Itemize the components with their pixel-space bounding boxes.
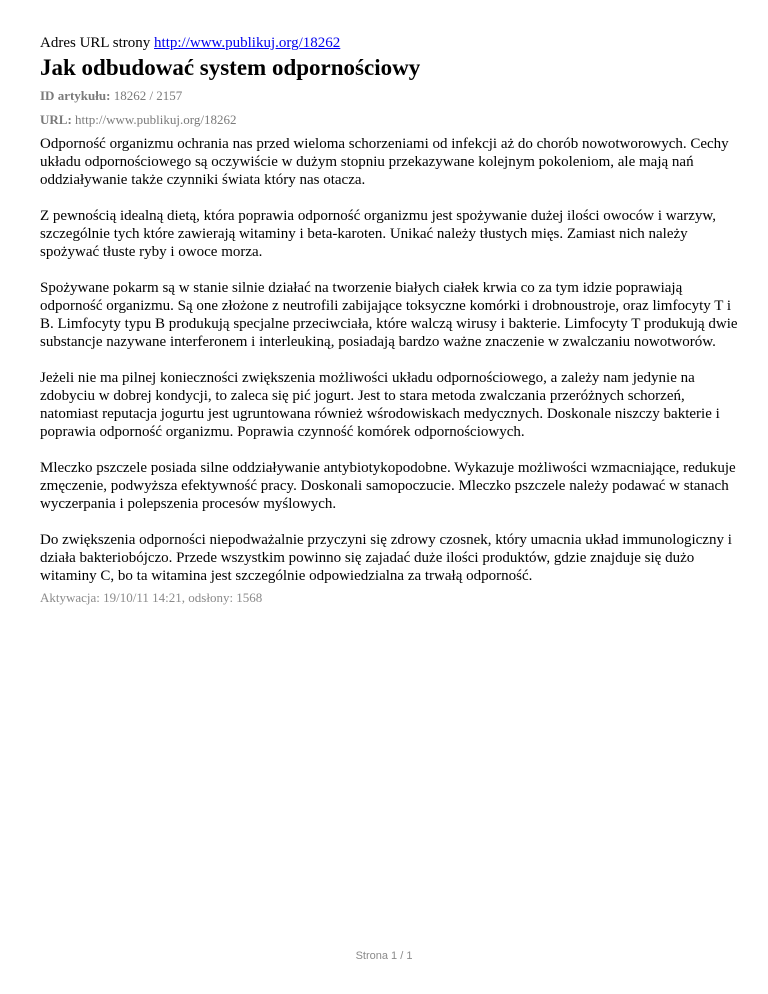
article-paragraph: Jeżeli nie ma pilnej konieczności zwiększenia możliwości układu odpornościowego, a zależy nam jedynie na zdobyciu w dobrej kondycji, to zaleca się pić jogurt. Jest to stara metoda zwalczania przeróżnych schorzeń, natomiast reputacja jogurtu jest ugruntowana również wśrodowiskach medycznych. Doskonale niszczy bakterie i poprawia odporność organizmu. Poprawia czynność komórek odpornościowych.	[40, 370, 720, 440]
article-url-label: URL:	[40, 112, 72, 127]
article-url	[40, 112, 740, 128]
article-url-value: http://www.publikuj.org/18262	[75, 112, 237, 127]
article-id-label: ID artykułu:	[40, 88, 111, 103]
article-paragraph: Spożywane pokarm są w stanie silnie działać na tworzenie białych ciałek krwia co za tym idzie poprawiają odporność organizmu. Są one złożone z neutrofili zabijające toksyczne komórki i drobnoustroje, oraz limfocyty T i B. Limfocyty typu B produkują specjalne przeciwciała, które walczą wirusy i bakterie. Limfocyty T produkują dwie substancje nazywane interferonem i interleukiną, posiadają bardzo ważne znaczenie w zwalczaniu nowotworów.	[40, 280, 738, 350]
article-id	[40, 88, 740, 104]
article-paragraph: Z pewnością idealną dietą, która poprawia odporność organizmu jest spożywanie dużej ilości owoców i warzyw, szczególnie tych które zawierają witaminy i beta-karoten. Unikać należy tłustych mięs. Zamiast nich należy spożywać tłuste ryby i owoce morza.	[40, 208, 717, 260]
page-number: Strona 1 / 1	[355, 950, 413, 962]
url-label: Adres URL strony	[40, 35, 151, 51]
article-body	[40, 135, 740, 585]
article-title: Jak odbudować system odpornościowy	[40, 55, 421, 80]
page-url-line	[40, 34, 740, 52]
article-id-value: 18262 / 2157	[113, 88, 183, 103]
article-paragraph: Do zwiększenia odporności niepodważalnie przyczyni się zdrowy czosnek, który umacnia układ immunologiczny i działa bakteriobójczo. Przede wszystkim powinno się zajadać duże ilości produktów, gdzie znajduje się dużo witaminy C, bo ta witamina jest szczególnie odpowiedzialna za trwałą odporność.	[40, 532, 732, 584]
document-page	[40, 34, 740, 606]
article-paragraph: Mleczko pszczele posiada silne oddziaływanie antybiotykopodobne. Wykazuje możliwości wzmacniające, redukuje zmęczenie, podwyższa efektywność pracy. Doskonali samopoczucie. Mleczko pszczele należy podawać w stanach wyczerpania i polepszenia procesów myślowych.	[40, 460, 736, 512]
activation-info: Aktywacja: 19/10/11 14:21, odsłony: 1568	[40, 590, 263, 605]
url-link[interactable]: http://www.publikuj.org/18262	[154, 35, 341, 51]
article-paragraph: Odporność organizmu ochrania nas przed wieloma schorzeniami od infekcji aż do chorób nowotworowych. Cechy układu odpornościowego są oczywiście w dużym stopniu przekazywane kolejnym pokoleniom, ale mają nań oddziaływanie także czynniki świata który nas otacza.	[40, 136, 729, 188]
